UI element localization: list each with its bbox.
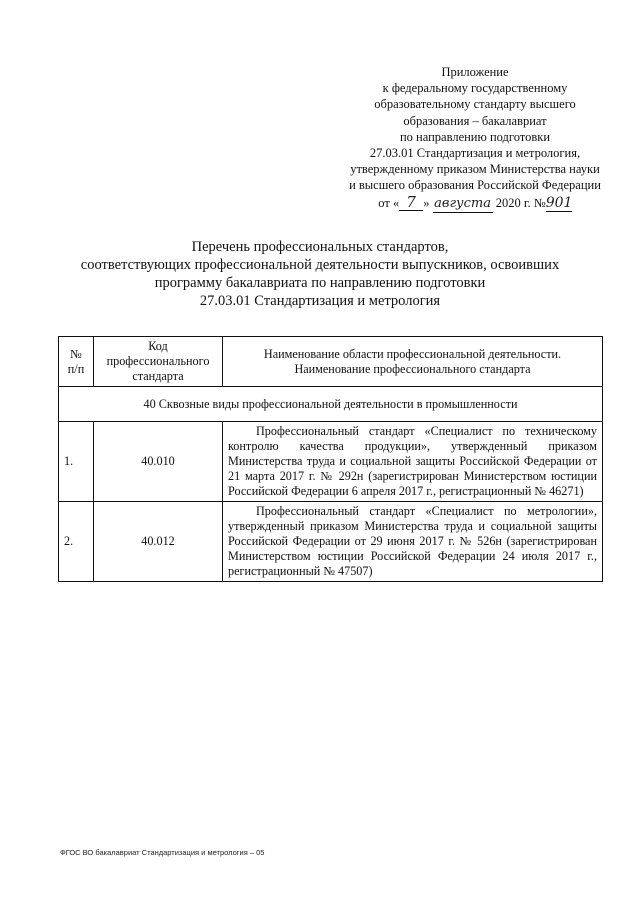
order-date-line (325, 194, 625, 213)
title-line: 27.03.01 Стандартизация и метрология (199, 293, 441, 309)
handwritten-day: 7 (399, 194, 423, 211)
appendix-line: образования – бакалавриат (403, 113, 547, 128)
page-footer: ФГОС ВО бакалавриат Стандартизация и метрология – 05 (60, 848, 265, 857)
header-code: Код профессионального стандарта (94, 337, 223, 387)
row-number: 1. (59, 422, 94, 502)
header-name-line2: Наименование профессионального стандарта (294, 361, 531, 376)
table-row (59, 422, 603, 502)
row-code: 40.012 (94, 502, 223, 582)
standards-table (58, 336, 603, 582)
header-num-line2: п/п (67, 361, 85, 376)
row-number: 2. (59, 502, 94, 582)
appendix-line: по направлению подготовки (399, 129, 551, 144)
row-description-text: Профессиональный стандарт «Специалист по метрологии», утвержденный приказом Министерства труда и социальной защиты Российской Федерации от 29 июня 2017 г. № 526н (зарегистрирован Министерством юстиции Российской Федерации 24 июля 2017 г., регистрационный № 47507) (228, 504, 597, 578)
header-num-line1: № (70, 346, 82, 361)
appendix-line: образовательному стандарту высшего (374, 97, 576, 112)
handwritten-order-number: 901 (545, 194, 573, 211)
header-name-line1: Наименование области профессиональной деятельности. (263, 346, 562, 361)
title-line: программу бакалавриата по направлению подготовки (154, 275, 486, 291)
appendix-line: Приложение (441, 65, 509, 79)
row-description (223, 502, 603, 582)
row-code: 40.010 (94, 422, 223, 502)
section-row (59, 387, 603, 422)
table-row (59, 502, 603, 582)
header-name (223, 337, 603, 387)
appendix-line: к федеральному государственному (382, 81, 568, 96)
appendix-line: и высшего образования Российской Федерации (349, 178, 601, 193)
section-title: 40 Сквозные виды профессиональной деятельности в промышленности (59, 387, 603, 422)
appendix-line: 27.03.01 Стандартизация и метрология, (369, 146, 581, 161)
date-year: 2020 г. № (495, 195, 546, 210)
title-line: Перечень профессиональных стандартов, (191, 239, 449, 255)
row-description (223, 422, 603, 502)
document-title (40, 238, 600, 310)
title-line: соответствующих профессиональной деятельности выпускников, освоивших (80, 257, 560, 273)
appendix-line: утвержденному приказом Министерства науки (350, 162, 600, 177)
appendix-header (325, 64, 625, 213)
header-num (59, 337, 94, 387)
date-mid: » (423, 195, 430, 210)
handwritten-month: августа (433, 196, 493, 213)
table-header-row (59, 337, 603, 387)
date-prefix: от « (378, 195, 400, 210)
row-description-text: Профессиональный стандарт «Специалист по техническому контролю качества продукции», утвержденный приказом Министерства труда и социальной защиты Российской Федерации от 21 марта 2017 г. № 292н (зарегистрирован Министерством юстиции Российской Федерации 6 апреля 2017 г., регистрационный № 46271) (228, 424, 597, 498)
